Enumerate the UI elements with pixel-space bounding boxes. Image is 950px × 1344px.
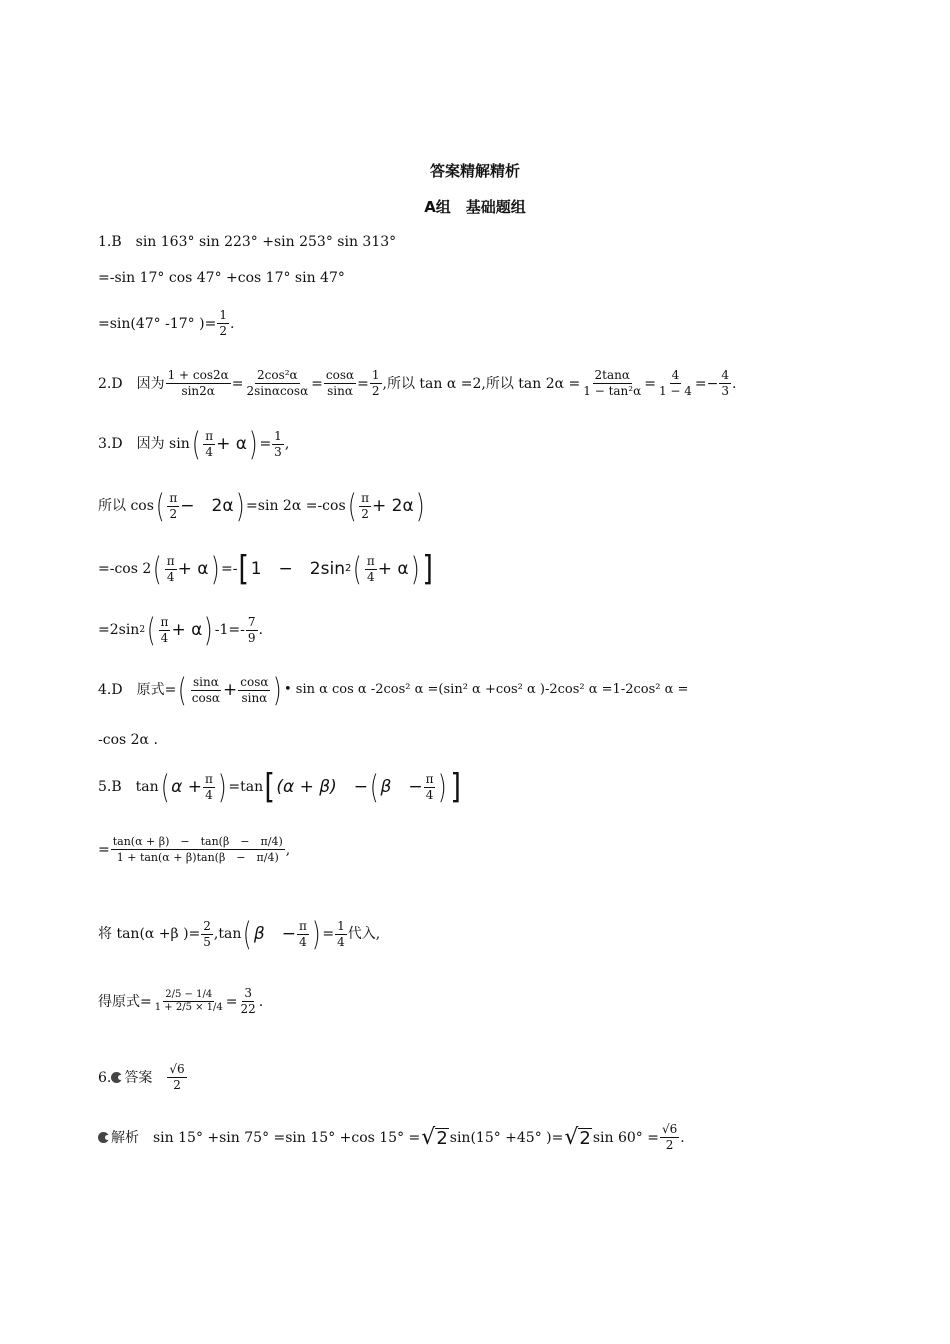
fraction: $\frac{4}{1 - 4}$ (658, 368, 692, 398)
q5-line-4: 得原式= $\frac{2/5 - 1/4}{1 + 2/5 \times 1/4}$ = $\frac{3}{22}$ . (98, 986, 264, 1016)
sqrt-2: √ 2 (564, 1124, 591, 1150)
q5-line-1: 5.B tan ( α + $\frac{\pi}{4}$ ) =tan [ (α + β) − ( β − $\frac{\pi}{4}$ ) ] (98, 767, 461, 807)
fraction: $\frac{1}{2}$ (219, 308, 227, 338)
fraction: $\frac{2/5 - 1/4}{1 + 2/5 \times 1/4}$ (154, 989, 223, 1013)
fraction: $\frac{1 + \cos 2\alpha}{\sin 2\alpha}$ (167, 368, 229, 398)
fraction: $\frac{\cos\alpha}{\sin\alpha}$ (325, 368, 355, 398)
fraction: $\frac{\pi}{4}$ (160, 614, 169, 645)
q4-line-1: 4.D 原式= ( $\frac{\sin\alpha}{\cos\alpha}$ + $\frac{\cos\alpha}{\sin\alpha}$ ) • sin α cos α -2cos² α =(sin² α +cos² α )-2cos² α =1-2cos² α = (98, 671, 689, 709)
fraction: $\frac{\pi}{4}$ (166, 553, 175, 584)
fraction: $\frac{\cos\alpha}{\sin\alpha}$ (240, 674, 269, 705)
fraction: $\frac{\pi}{2}$ (361, 490, 370, 521)
q5-line-2: = $\frac{\tan(\alpha + \beta) - \tan(\beta - \pi/4)}{1 + \tan(\alpha + \beta)\tan(\beta - \pi/4)}$ , (98, 835, 291, 864)
fraction: $\frac{√6}{2}$ (661, 1122, 678, 1152)
fraction: $\frac{7}{9}$ (247, 614, 256, 645)
fraction: $\frac{2}{5}$ (203, 918, 211, 949)
page-title: 答案精解精析 (429, 162, 520, 180)
fraction: $\frac{\tan(\alpha + \beta) - \tan(\beta - \pi/4)}{1 + \tan(\alpha + \beta)\tan(\beta - \pi/4)}$ (112, 835, 283, 864)
fraction: $\frac{\pi}{4}$ (366, 553, 375, 584)
answer-badge-icon (111, 1072, 122, 1083)
fraction: $\frac{\pi}{4}$ (204, 771, 213, 802)
sqrt-2: √ 2 (421, 1124, 448, 1150)
q4-line-2: -cos 2α . (98, 732, 158, 748)
fraction: $\frac{\text{2cos²α}}{2\sin\alpha\cos\alpha}$ (246, 368, 309, 398)
q5-line-3: 将 tan(α +β )= $\frac{2}{5}$ ,tan ( β − $\frac{\pi}{4}$ ) = $\frac{1}{4}$ 代入, (98, 915, 381, 953)
q3-line-4: =2sin 2 ( $\frac{\pi}{4}$ + α ) -1=- $\frac{7}{9}$ . (98, 611, 263, 649)
q6-solution-line: 解析 sin 15° +sin 75° =sin 15° +cos 15° = √ 2 sin(15° +45° )= √ 2 sin 60° = $\frac{√6}{2}$ . (98, 1122, 685, 1153)
solution-badge-icon (98, 1132, 109, 1143)
fraction: $\frac{4}{3}$ (721, 368, 729, 398)
q1-line-3: =sin(47° -17° )= $\frac{1}{2}$ . (98, 308, 235, 338)
fraction: $\frac{1}{3}$ (274, 428, 282, 459)
fraction: $\frac{\pi}{4}$ (205, 428, 214, 459)
section-title: A组 基础题组 (424, 198, 526, 216)
q3-line-2: 所以 cos ( $\frac{\pi}{2}$ − 2α ) =sin 2α =-cos ( $\frac{\pi}{2}$ + 2α ) (98, 487, 425, 525)
q1-line-2: =-sin 17° cos 47° +cos 17° sin 47° (98, 270, 345, 286)
fraction: $\frac{√6}{2}$ (169, 1062, 185, 1092)
q2-line: 2.D 因为 $\frac{1 + \cos 2\alpha}{\sin 2\alpha}$ = $\frac{\text{2cos²α}}{2\sin\alpha\cos\alpha}$ = $\frac{\cos\alpha}{\sin\alpha}$ = $\frac{1}{2}$ ,所以 tan α =2,所以 tan 2α = $\frac{2\tan\alpha}{\text{1 − tan²α}}$ = $\frac{4}{1 - 4}$ =− $\frac{4}{3}$ . (98, 368, 737, 398)
q6-answer-line: 6. 答案 $\frac{√6}{2}$ (98, 1062, 185, 1092)
fraction: $\frac{\pi}{4}$ (425, 771, 434, 802)
fraction: $\frac{1}{4}$ (337, 918, 345, 949)
q3-line-3: =-cos 2 ( $\frac{\pi}{4}$ + α ) =- [ 1 − 2sin 2 ( $\frac{\pi}{4}$ + α ) ] (98, 549, 434, 589)
fraction: $\frac{1}{2}$ (371, 368, 380, 398)
fraction: $\frac{\pi}{2}$ (169, 490, 178, 521)
fraction: $\frac{\sin\alpha}{\cos\alpha}$ (191, 674, 221, 705)
fraction: $\frac{2\tan\alpha}{\text{1 − tan²α}}$ (583, 368, 642, 398)
q1-line-1: 1.B sin 163° sin 223° +sin 253° sin 313° (98, 234, 397, 250)
fraction: $\frac{\pi}{4}$ (298, 918, 307, 949)
q3-line-1: 3.D 因为 sin ( $\frac{\pi}{4}$ + α ) = $\frac{1}{3}$ , (98, 425, 290, 463)
fraction: $\frac{3}{22}$ (240, 986, 256, 1016)
